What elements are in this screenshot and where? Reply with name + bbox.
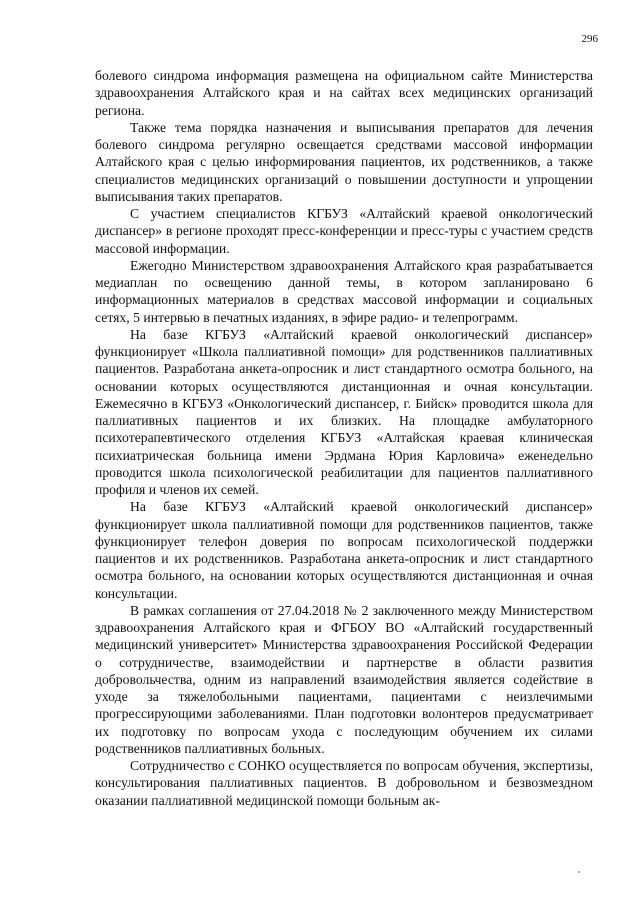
body-text — [95, 67, 593, 809]
paragraph-4: Ежегодно Министерством здравоохранения Алтайского края разрабатывается медиаплан по освещению данной темы, в котором запланировано 6 информационных материалов в средствах массовой информации и социальных сетях, 5 интервью в печатных изданиях, в эфире радио- и телепрограмм. — [95, 257, 593, 325]
paragraph-2: Также тема порядка назначения и выписывания препаратов для лечения болевого синдрома регулярно освещается средствами массовой информации Алтайского края с целью информирования пациентов, их родственников, а также специалистов медицинских организаций о повышении доступности и упрощении выписывания таких препаратов. — [95, 119, 593, 204]
paragraph-7: В рамках соглашения от 27.04.2018 № 2 заключенного между Министерством здравоохранения Алтайского края и ФГБОУ ВО «Алтайский государственный медицинский университет» Министерства здравоохранения Российской Федерации о сотрудничестве, взаимодействии и партнерстве в области развития добровольчества, одним из направлений взаимодействия является содействие в уходе за тяжелобольными пациентами, пациентами с неизлечимыми прогрессирующими заболеваниями. План подготовки волонтеров предусматривает их подготовку по вопросам ухода с последующим обучением их силами родственников паллиативных больных. — [95, 602, 593, 756]
paragraph-5: На базе КГБУЗ «Алтайский краевой онкологический диспансер» функционирует «Школа паллиативной помощи» для родственников паллиативных пациентов. Разработана анкета-опросник и лист стандартного осмотра больного, на основании которых осуществляются дистанционная и очная консультации. Ежемесячно в КГБУЗ «Онкологический диспансер, г. Бийск» проводится школа для паллиативных пациентов и их близких. На площадке амбулаторного психотерапевтического отделения КГБУЗ «Алтайская краевая клиническая психиатрическая больница имени Эрдмана Юрия Карловича» еженедельно проводится школа психологической реабилитации для пациентов паллиативного профиля и членов их семей. — [95, 326, 593, 497]
paragraph-6: На базе КГБУЗ «Алтайский краевой онкологический диспансер» функционирует школа паллиативной помощи для родственников пациентов, также функционирует телефон доверия по вопросам психологической поддержки пациентов и их родственников. Разработана анкета-опросник и лист стандартного осмотра больного, на основании которых осуществляются дистанционная и очная консультации. — [95, 499, 593, 601]
paragraph-8: Сотрудничество с СОНКО осуществляется по вопросам обучения, экспертизы, консультирования паллиативных пациентов. В добровольном и безвозмездном оказании паллиативной медицинской помощи больным ак- — [95, 758, 593, 808]
page-number: 296 — [581, 33, 598, 45]
paragraph-1: болевого синдрома информация размещена на официальном сайте Министерства здравоохранения Алтайского края и на сайтах всех медицинских организаций региона. — [95, 68, 593, 118]
scan-dot-mark — [578, 871, 580, 873]
paragraph-3: С участием специалистов КГБУЗ «Алтайский краевой онкологический диспансер» в регионе проходят пресс-конференции и пресс-туры с участием средств массовой информации. — [95, 206, 593, 256]
